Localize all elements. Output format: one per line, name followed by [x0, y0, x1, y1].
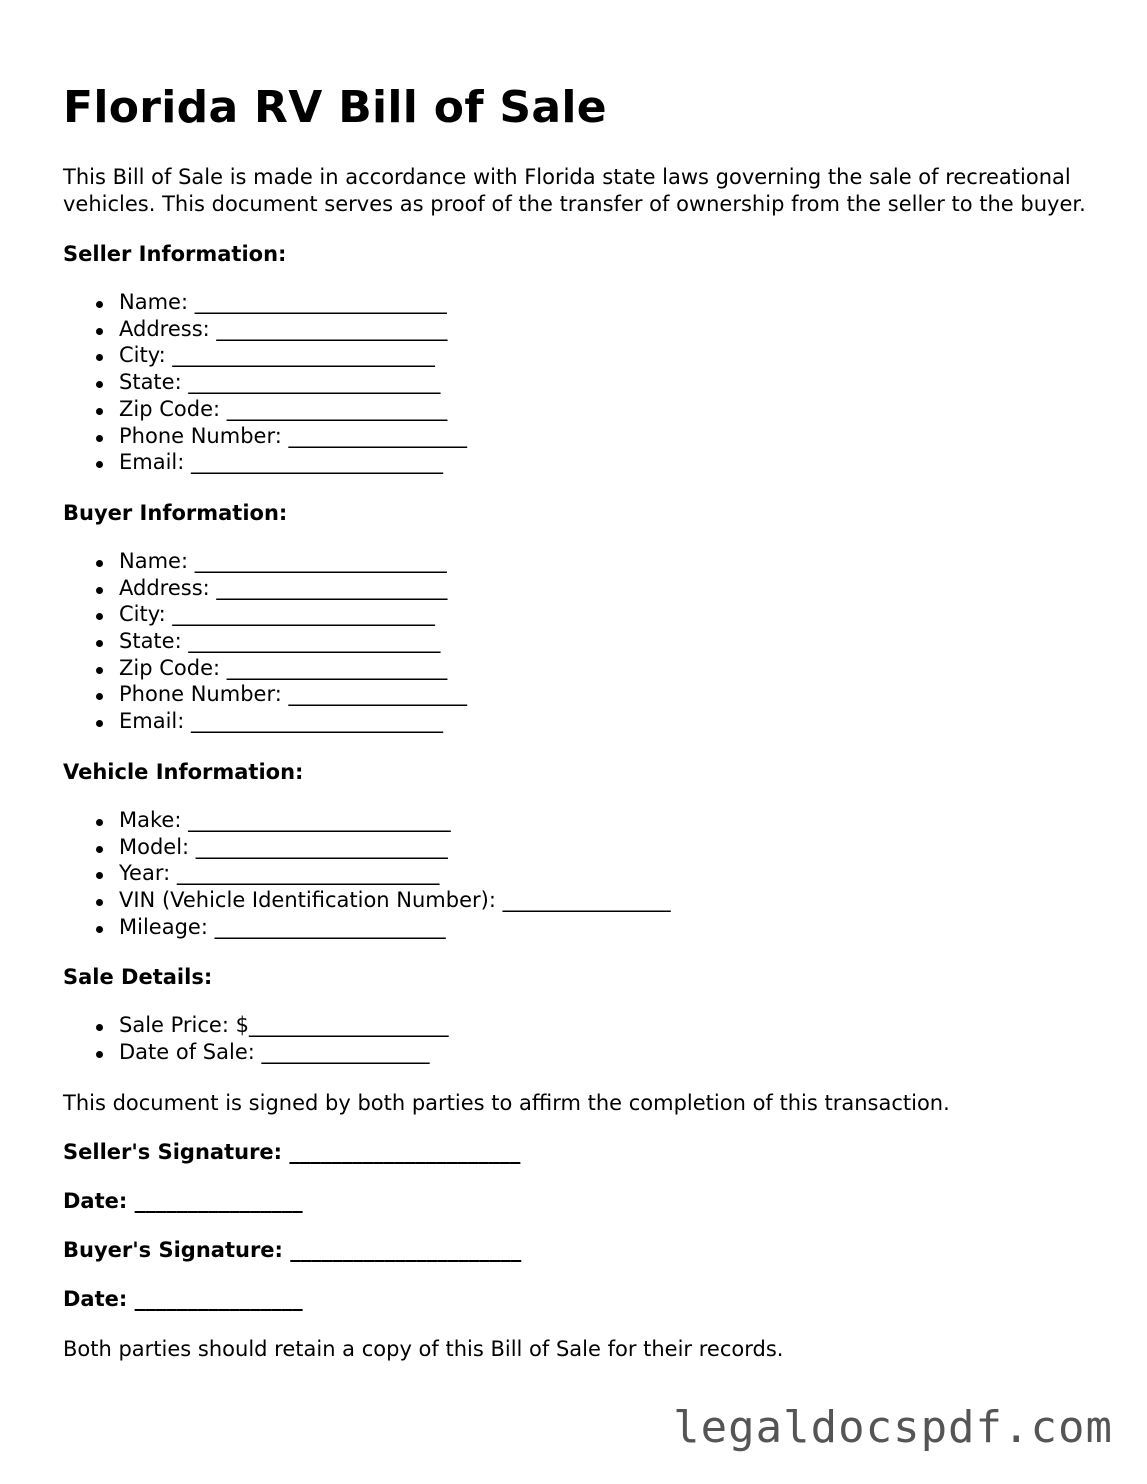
vehicle-fields: [63, 807, 1093, 941]
vehicle-vin-field: VIN (Vehicle Identification Number): ________________: [119, 887, 1093, 914]
intro-paragraph: This Bill of Sale is made in accordance with Florida state laws governing the sale of recreational vehicles. This document serves as proof of the transfer of ownership from the seller to the buyer.: [63, 165, 1086, 216]
buyer-email-field: Email: ________________________: [119, 708, 1093, 735]
buyer-signature-line: Buyer's Signature: ______________________: [63, 1237, 522, 1262]
sale-heading: Sale Details:: [63, 965, 213, 990]
buyer-heading: Buyer Information:: [63, 500, 288, 525]
buyer-phone-field: Phone Number: _________________: [119, 681, 1093, 708]
vehicle-mileage-field: Mileage: ______________________: [119, 914, 1093, 941]
buyer-address-field: Address: ______________________: [119, 575, 1093, 602]
document-page: [63, 78, 1093, 1362]
buyer-city-field: City: _________________________: [119, 601, 1093, 628]
buyer-fields: [63, 548, 1093, 735]
seller-phone-field: Phone Number: _________________: [119, 423, 1093, 450]
buyer-name-field: Name: ________________________: [119, 548, 1093, 575]
document-title: Florida RV Bill of Sale: [63, 82, 607, 133]
seller-city-field: City: _________________________: [119, 342, 1093, 369]
buyer-zip-field: Zip Code: _____________________: [119, 655, 1093, 682]
seller-email-field: Email: ________________________: [119, 449, 1093, 476]
seller-state-field: State: ________________________: [119, 369, 1093, 396]
sale-price-field: Sale Price: $___________________: [119, 1012, 1093, 1039]
closing-paragraph: Both parties should retain a copy of this Bill of Sale for their records.: [63, 1336, 784, 1361]
buyer-state-field: State: ________________________: [119, 628, 1093, 655]
sale-date-field: Date of Sale: ________________: [119, 1039, 1093, 1066]
seller-signature-line: Seller's Signature: ______________________: [63, 1139, 521, 1164]
seller-fields: [63, 289, 1093, 476]
seller-address-field: Address: ______________________: [119, 316, 1093, 343]
vehicle-heading: Vehicle Information:: [63, 759, 304, 784]
watermark-logo: legaldocspdf.com: [673, 1402, 1113, 1453]
affirm-paragraph: This document is signed by both parties to affirm the completion of this transaction.: [63, 1090, 950, 1115]
vehicle-make-field: Make: _________________________: [119, 807, 1093, 834]
buyer-date-line: Date: ________________: [63, 1286, 303, 1311]
vehicle-model-field: Model: ________________________: [119, 834, 1093, 861]
sale-fields: [63, 1012, 1093, 1065]
seller-name-field: Name: ________________________: [119, 289, 1093, 316]
seller-date-line: Date: ________________: [63, 1188, 303, 1213]
seller-zip-field: Zip Code: _____________________: [119, 396, 1093, 423]
seller-heading: Seller Information:: [63, 242, 287, 266]
vehicle-year-field: Year: _________________________: [119, 860, 1093, 887]
